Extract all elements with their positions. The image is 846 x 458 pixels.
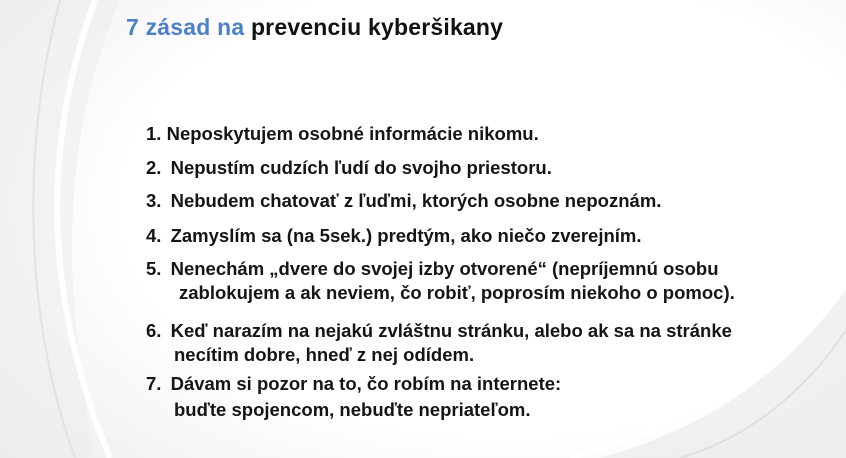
item-number: 5.: [146, 258, 162, 279]
item-number: 7.: [146, 373, 162, 394]
item-text: Nepustím cudzích ľudí do svojho priestoru.: [170, 157, 552, 178]
list-item: [146, 257, 735, 304]
item-text: Keď narazím na nejakú zvláštnu stránku, alebo ak sa na stránke: [170, 320, 732, 341]
list-item: [146, 189, 661, 212]
list-item: [146, 156, 552, 179]
list-item: [146, 224, 642, 247]
item-text-continuation: buďte spojencom, nebuďte nepriateľom.: [174, 399, 531, 420]
title-main: prevenciu kyberšikany: [250, 14, 504, 40]
item-text-continuation: zablokujem a ak neviem, čo robiť, poprosím niekoho o pomoc).: [179, 282, 735, 303]
item-text: Zamyslím sa (na 5sek.) predtým, ako niečo zverejním.: [170, 225, 642, 246]
item-number: 1.: [146, 123, 162, 144]
item-number: 2.: [146, 157, 162, 178]
item-number: 6.: [146, 320, 162, 341]
item-text: Neposkytujem osobné informácie nikomu.: [166, 123, 539, 144]
list-item: [146, 372, 561, 421]
list-item: [146, 319, 732, 366]
item-number: 4.: [146, 225, 162, 246]
list-item: [146, 122, 539, 145]
item-text-continuation: necítim dobre, hneď z nej odídem.: [174, 344, 475, 365]
item-text: Dávam si pozor na to, čo robím na internete:: [170, 373, 562, 394]
item-number: 3.: [146, 190, 162, 211]
slide-title: [126, 14, 503, 41]
item-text: Nebudem chatovať z ľuďmi, ktorých osobne nepoznám.: [170, 190, 662, 211]
title-accent: 7 zásad na: [126, 14, 245, 40]
item-text: Nenechám „dvere do svojej izby otvorené“ (nepríjemnú osobu: [170, 258, 719, 279]
